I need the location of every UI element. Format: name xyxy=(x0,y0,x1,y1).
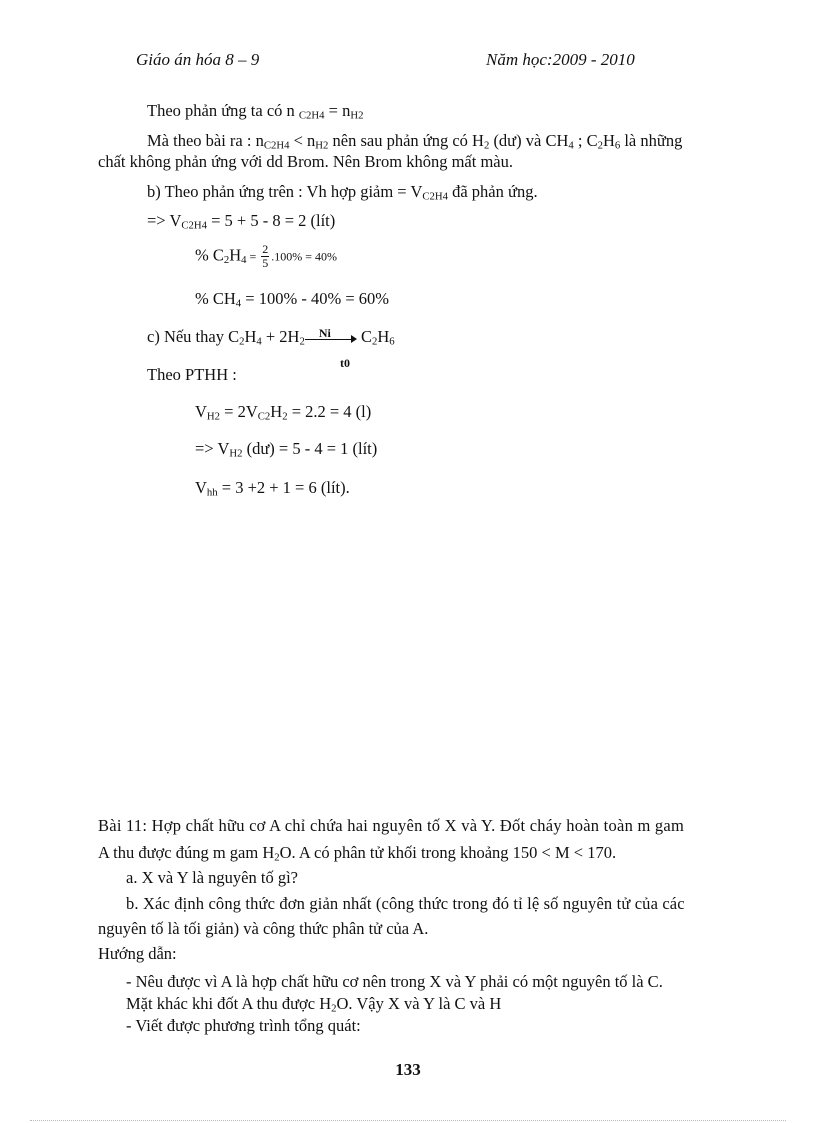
line-12: $V_{hh} = 3 +2 + 1 = 6$ (lít). xyxy=(195,478,350,499)
guide-heading: Hướng dẫn: xyxy=(98,944,177,963)
question-b: b. Xác định công thức đơn giản nhất (công thức trong đó tỉ lệ số nguyên tử của các xyxy=(126,894,685,913)
line-6-formula: % $C_2H_4$ = $\frac{2}{5}$ .100% = 40% xyxy=(195,242,338,270)
line-9: Theo PTHH : xyxy=(147,365,237,384)
line-7: % $CH_4 = 100\% - 40\% = 60\%$ xyxy=(195,289,389,310)
question-b-cont: nguyên tố là tối giản) và công thức phân tử của A. xyxy=(98,919,429,938)
page-number: 133 xyxy=(395,1060,421,1079)
fraction: $\frac{2}{5}$ xyxy=(262,242,269,270)
reaction-arrow xyxy=(305,326,357,346)
catalyst-label: Ni xyxy=(318,326,331,341)
line-4: b) Theo phản ứng trên : Vh hợp giảm = $V_{C2H4}$ đã phản ứng. xyxy=(147,182,538,203)
line-3: chất không phản ứng với dd Brom. Nên Brom không mất màu. xyxy=(98,152,513,171)
exercise-11-title: Bài 11: Hợp chất hữu cơ A chỉ chứa hai nguyên tố X và Y. Đốt cháy hoàn toàn m gam xyxy=(98,816,685,835)
line-10: $V_{H2} = 2V_{C2}H_2 = 2.2 = 4$ (l) xyxy=(195,402,372,423)
line-8-equation: c) Nếu thay $C_2H_4 + 2H_2$ Ni $C_2H_6$ xyxy=(147,326,395,348)
question-a: a. X và Y là nguyên tố gì? xyxy=(126,868,298,887)
header-left: Giáo án hóa 8 – 9 xyxy=(136,50,260,69)
line-1: Theo phản ứng ta có n $_{C2H4} = n_{H2}$ xyxy=(147,101,364,122)
guide-line-3: - Viết được phương trình tổng quát: xyxy=(126,1016,361,1035)
guide-line-1: - Nêu được vì A là hợp chất hữu cơ nên trong X và Y phải có một nguyên tố là C. xyxy=(126,972,663,991)
footer-divider xyxy=(30,1120,786,1121)
exercise-11-line-2: A thu được đúng m gam $H_2O$. A có phân tử khối trong khoảng 150 < M < 170. xyxy=(98,843,617,864)
line-2: Mà theo bài ra : $n_{C2H4} < n_{H2}$ nên sau phản ứng có $H_2$ (dư) và $CH_4$ ; $C_2H_6$ là những xyxy=(147,131,683,152)
temperature-label: t0 xyxy=(340,356,350,370)
line-5: => $V_{C2H4} = 5 + 5 - 8 = 2$ (lít) xyxy=(147,211,336,232)
header-right: Năm học:2009 - 2010 xyxy=(486,50,635,69)
guide-line-2: Mặt khác khi đốt A thu được $H_2O$. Vậy X và Y là C và H xyxy=(126,994,502,1015)
line-11: => $V_{H2}$ (dư) = 5 - 4 = 1 (lít) xyxy=(195,439,378,460)
